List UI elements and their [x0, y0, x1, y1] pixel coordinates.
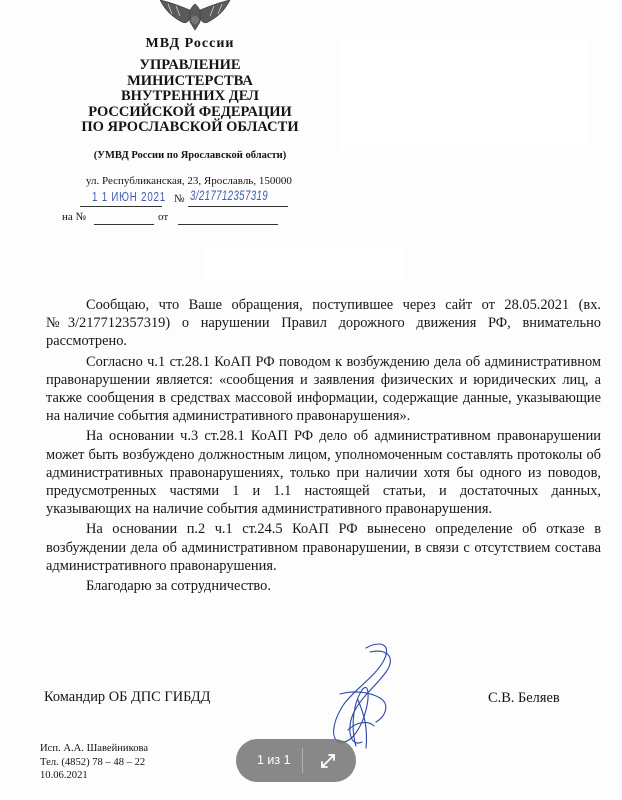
executor-footer — [40, 742, 148, 783]
outgoing-number-stamp: 3/217712357319 — [190, 188, 269, 203]
body-paragraph: Согласно ч.1 ст.28.1 КоАП РФ поводом к возбуждению дела об административном правонарушении является: «сообщения и заявления физических и юридических лиц, а также сообщения в средствах массовой информации, содержащие данные, указывающие на наличие события административного правонарушения». — [46, 353, 601, 425]
department-line: ПО ЯРОСЛАВСКОЙ ОБЛАСТИ — [81, 119, 299, 135]
number-label: № — [174, 193, 185, 205]
from-label: от — [158, 211, 169, 223]
department-short-name: (УМВД России по Ярославской области) — [93, 150, 287, 161]
body-paragraph: На основании п.2 ч.1 ст.24.5 КоАП РФ вынесено определение об отказе в возбуждении дела об административном правонарушении, в связи с отсутствием состава административного правонарушения. — [46, 521, 601, 574]
pager-divider — [302, 748, 303, 773]
department-line: РОССИЙСКОЙ ФЕДЕРАЦИИ — [88, 103, 292, 120]
signer-name: С.В. Беляев — [488, 690, 560, 706]
executor-phone: Тел. (4852) 78 – 48 – 22 — [40, 756, 146, 768]
date-underline — [80, 206, 162, 207]
department-line: ВНУТРЕННИХ ДЕЛ — [121, 88, 259, 104]
department-title — [60, 58, 320, 136]
page-navigator[interactable] — [236, 739, 356, 782]
body-paragraph: На основании ч.3 ст.28.1 КоАП РФ дело об административном правонарушении может быть возбуждено должностным лицом, уполномоченным составлять протоколы об административных правонарушениях, только при наличии хотя бы одного из поводов, предусмотренных частями 1 и 1.1 настоящей статьи, и достаточных данных, указывающих на наличие события административного правонарушения. — [46, 428, 601, 518]
body-paragraph: Сообщаю, что Ваше обращения, поступившее через сайт от 28.05.2021 (вх. №3/217712357319) о нарушении Правил дорожного движения РФ, внимательно рассмотрено. — [46, 297, 601, 350]
reply-number-underline — [94, 224, 154, 225]
eagle-emblem-icon — [150, 0, 240, 34]
reply-to-label: на № — [62, 211, 87, 223]
number-underline — [188, 206, 288, 207]
department-address: ул. Республиканская, 23, Ярославль, 150000 — [86, 175, 292, 187]
department-line: МИНИСТЕРСТВА — [127, 72, 253, 89]
reply-date-underline — [178, 224, 278, 225]
department-line: УПРАВЛЕНИЕ — [139, 57, 241, 73]
executor-name: Исп. А.А. Шавейникова — [40, 743, 149, 754]
expand-icon[interactable] — [318, 751, 338, 771]
document-date: 10.06.2021 — [40, 770, 88, 781]
redacted-salutation — [205, 248, 405, 282]
organization-name: МВД России — [145, 36, 235, 51]
outgoing-date-stamp: 1 1 ИЮН 2021 — [92, 190, 166, 204]
body-paragraph: Благодарю за сотрудничество. — [86, 578, 271, 595]
page-counter: 1 из 1 — [257, 753, 291, 767]
letter-body — [46, 296, 601, 595]
redacted-recipient — [340, 40, 590, 150]
signer-position: Командир ОБ ДПС ГИБДД — [44, 689, 211, 705]
